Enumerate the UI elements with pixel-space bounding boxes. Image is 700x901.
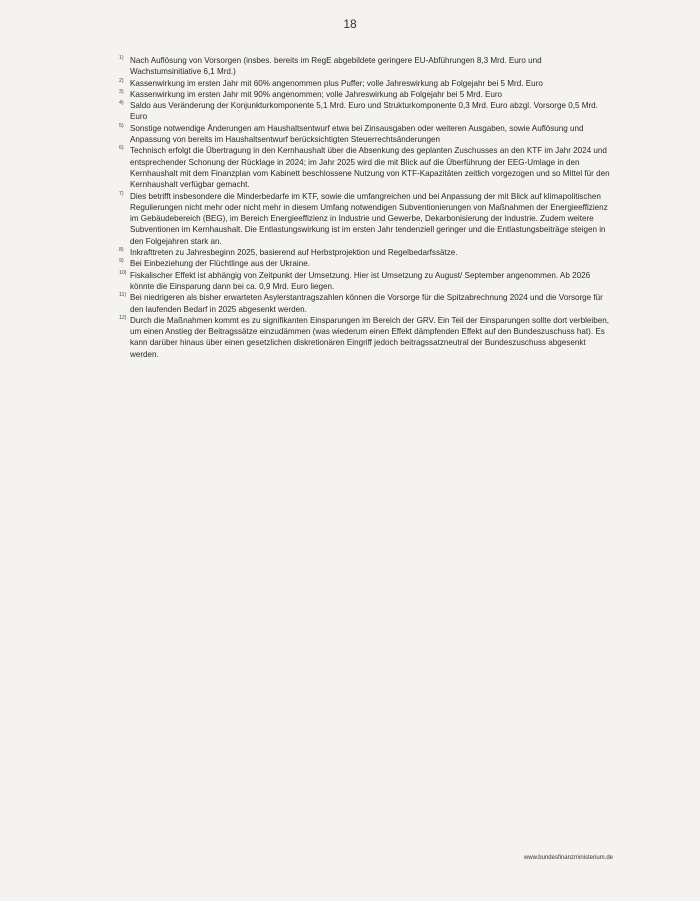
footnote-list [119,55,611,360]
footnote-marker: 1) [119,55,124,61]
footnote-text: Kassenwirkung im ersten Jahr mit 60% angenommen plus Puffer; volle Jahreswirkung ab Folgejahr bei 5 Mrd. Euro [130,78,543,88]
footnote-10 [119,270,611,293]
footnote-marker: 4) [119,100,124,107]
footnote-2 [119,78,611,89]
footnote-marker: 7) [119,190,124,197]
footnote-marker: 5) [119,122,124,129]
footnote-text: Inkrafttreten zu Jahresbeginn 2025, basierend auf Herbstprojektion und Regelbedarfssätze. [130,248,458,258]
footnote-text: Nach Auflösung von Vorsorgen (insbes. bereits im RegE abgebildete geringere EU-Abführungen 8,3 Mrd. Euro und Wachstumsinitiative 6,1 Mrd.) [130,56,542,77]
footnote-marker: 2) [119,77,124,84]
footnote-marker: 9) [119,258,124,265]
footnote-11 [119,292,611,315]
footnote-text: Technisch erfolgt die Übertragung in den Kernhaushalt über die Absenkung des geplanten Zuschusses an den KTF im Jahr 2024 und entsprechender Schonung der Rücklage in 2024; im Jahr 2025 wird die mit Blick auf die Überführung der EEG-Umlage in den Kernhaushalt mit dem Finanzplan vom Kabinett beschlossene Nutzung von KTF-Kapazitäten zeitlich vorgezogen und so Mittel für den Kernhaushalt verfügbar gemacht. [130,146,610,190]
footnote-text: Saldo aus Veränderung der Konjunkturkomponente 5,1 Mrd. Euro und Strukturkomponente 0,3 Mrd. Euro abzgl. Vorsorge 0,5 Mrd. Euro [130,101,598,122]
footnote-text: Dies betrifft insbesondere die Minderbedarfe im KTF, sowie die umfangreichen und bei Anpassung der mit Blick auf klimapolitischen Regulierungen nicht mehr oder nicht mehr in diesem Umfang notwendigen Subventionierungen von Maßnahmen der Energieeffizienz im Gebäudebereich (BEG), im Bereich Energieeffizienz in Industrie und Gewerbe, Dekarbonisierung der Industrie. Zudem weitere Subventionen im Kernhaushalt. Die Entlastungswirkung ist im ersten Jahr tendenziell geringer und die Entlastungsbeiträge steigen in den Folgejahren stark an. [130,191,608,246]
footnote-4 [119,100,611,123]
footnote-marker: 11) [119,292,127,299]
footnote-8 [119,247,611,258]
footnote-text: Durch die Maßnahmen kommt es zu signifikanten Einsparungen im Bereich der GRV. Ein Teil der Einsparungen sollte dort verbleiben, um einen Anstieg der Beitragssätze einzudämmen (was wiederum einen Effekt dämpfenden Effekt auf den Bundeszuschuss hat). Es kann darüber hinaus über einen gesetzlichen diskretionären Eingriff jedoch beitragssatzneutral der Bundeszuschuss abgesenkt werden. [130,315,609,359]
footnote-12 [119,315,611,360]
footnote-marker: 10) [119,269,127,276]
footnote-7 [119,191,611,247]
footnote-1 [119,55,611,78]
footnote-9 [119,258,611,269]
footnote-text: Sonstige notwendige Änderungen am Haushaltsentwurf etwa bei Zinsausgaben oder weiteren Ausgaben, sowie Auflösung und Anpassung von bereits im Haushaltsentwurf berücksichtigten Steuerrechtsänderungen [130,123,584,145]
footnote-text: Bei niedrigeren als bisher erwarteten Asylerstantragszahlen können die Vorsorge für die Spitzabrechnung 2024 und die Vorsorge für den laufenden Bedarf in 2025 abgesenkt werden. [130,293,603,314]
footnote-text: Fiskalischer Effekt ist abhängig von Zeitpunkt der Umsetzung. Hier ist Umsetzung zu August/ September angenommen. Ab 2026 könnte die Einsparung dann bei ca. 0,9 Mrd. Euro liegen. [130,270,591,291]
footnote-marker: 12) [119,314,127,321]
footnote-marker: 8) [119,247,124,254]
footer-url: www.bundesfinanzministerium.de [523,855,613,861]
footnote-3 [119,89,611,100]
footnote-marker: 6) [119,145,124,152]
footnote-text: Bei Einbeziehung der Flüchtlinge aus der Ukraine. [130,259,310,269]
footnote-marker: 3) [119,88,124,95]
page-number: 18 [343,17,357,31]
footnote-5 [119,123,611,146]
footnote-6 [119,145,611,190]
footnote-text: Kassenwirkung im ersten Jahr mit 90% angenommen; volle Jahreswirkung ab Folgejahr bei 5 Mrd. Euro [130,89,503,99]
